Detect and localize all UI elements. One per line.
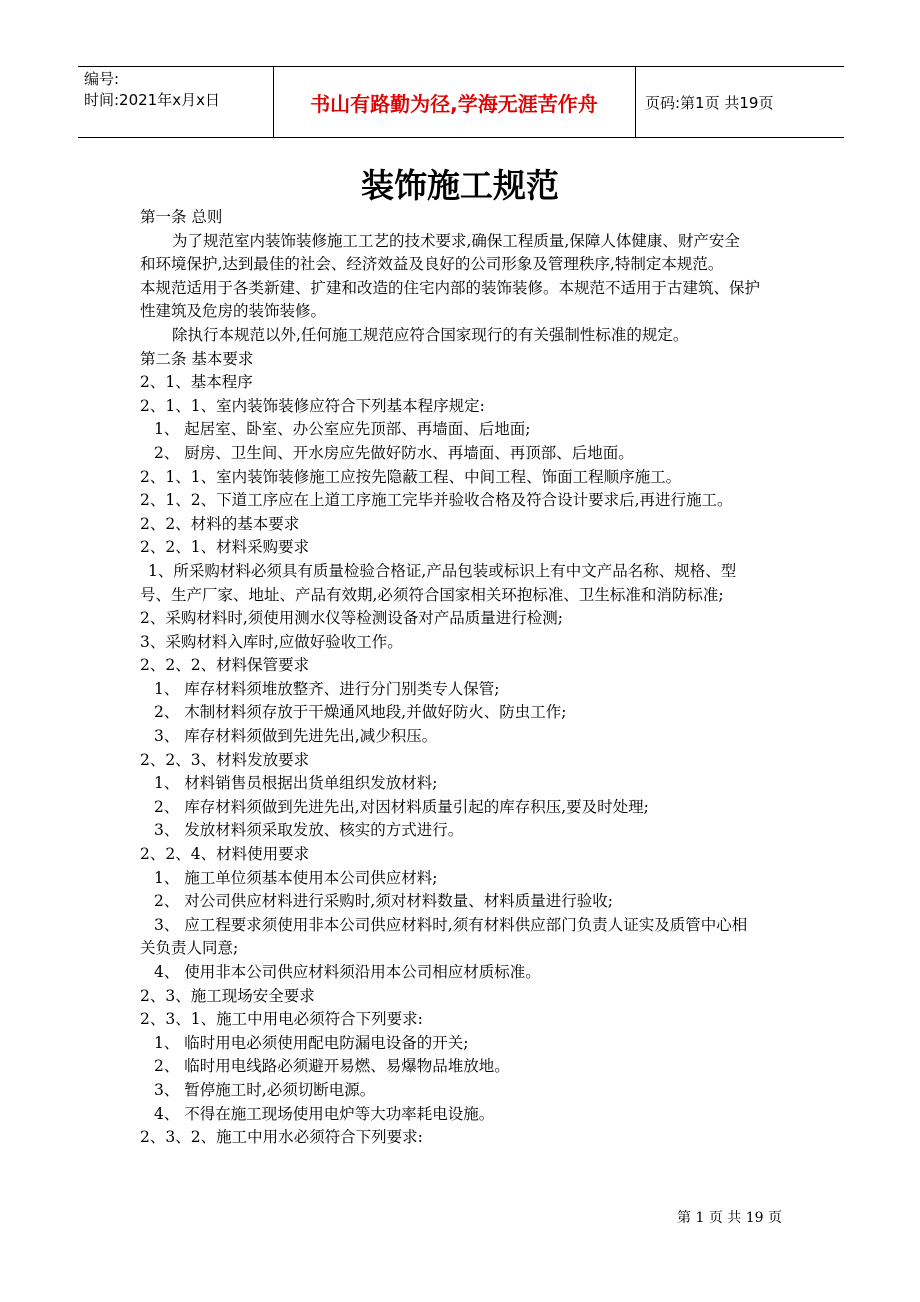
time-label: 时间:2021年x月x日 <box>84 91 220 109</box>
text-line: 1、 起居室、卧室、办公室应先顶部、再墙面、后地面; <box>154 420 531 439</box>
text-line: 2、2、1、材料采购要求 <box>140 538 310 557</box>
text-line: 2、 木制材料须存放于干燥通风地段,并做好防火、防虫工作; <box>154 703 567 722</box>
text-line: 3、 暂停施工时,必须切断电源。 <box>154 1080 376 1099</box>
document-body <box>140 206 790 1150</box>
document-title: 装饰施工规范 <box>361 166 559 205</box>
text-line: 2、 库存材料须做到先进先出,对因材料质量引起的库存积压,要及时处理; <box>154 797 649 816</box>
text-line: 性建筑及危房的装饰装修。 <box>140 302 327 321</box>
text-line: 2、1、1、室内装饰装修施工应按先隐蔽工程、中间工程、饰面工程顺序施工。 <box>140 467 682 486</box>
text-line: 3、 发放材料须采取发放、核实的方式进行。 <box>154 821 464 840</box>
text-line: 1、 施工单位须基本使用本公司供应材料; <box>154 868 438 887</box>
text-line: 本规范适用于各类新建、扩建和改造的住宅内部的装饰装修。本规范不适用于古建筑、保护 <box>140 278 761 297</box>
text-line: 2、3、1、施工中用电必须符合下列要求: <box>140 1010 423 1029</box>
header-table <box>78 66 844 138</box>
text-line: 第一条 总则 <box>140 208 223 226</box>
header-motto: 书山有路勤为径,学海无涯苦作舟 <box>310 91 598 116</box>
page-footer: 第 1 页 共 19 页 <box>677 1210 782 1226</box>
text-line: 3、 库存材料须做到先进先出,减少积压。 <box>154 727 438 746</box>
text-line: 除执行本规范以外,任何施工规范应符合国家现行的有关强制性标准的规定。 <box>172 325 689 344</box>
number-label: 编号: <box>84 70 120 88</box>
text-line: 1、 临时用电必须使用配电防漏电设备的开关; <box>154 1033 469 1052</box>
text-line: 2、1、1、室内装饰装修应符合下列基本程序规定: <box>140 396 485 415</box>
text-line: 1、所采购材料必须具有质量检验合格证,产品包装或标识上有中文产品名称、规格、型 <box>148 561 737 580</box>
text-line: 4、 不得在施工现场使用电炉等大功率耗电设施。 <box>154 1104 495 1123</box>
text-line: 2、2、4、材料使用要求 <box>140 845 310 864</box>
text-line: 和环境保护,达到最佳的社会、经济效益及良好的公司形象及管理秩序,特制定本规范。 <box>140 255 724 274</box>
text-line: 第二条 基本要求 <box>140 349 254 368</box>
text-line: 2、2、材料的基本要求 <box>140 514 300 533</box>
text-line: 为了规范室内装饰装修施工工艺的技术要求,确保工程质量,保障人体健康、财产安全 <box>172 231 740 250</box>
text-line: 3、 应工程要求须使用非本公司供应材料时,须有材料供应部门负责人证实及质管中心相 <box>154 915 748 934</box>
text-line: 2、3、2、施工中用水必须符合下列要求: <box>140 1128 423 1147</box>
text-line: 2、 对公司供应材料进行采购时,须对材料数量、材料质量进行验收; <box>154 892 613 911</box>
text-line: 2、2、3、材料发放要求 <box>140 750 310 769</box>
header-page-info: 页码:第1页 共19页 <box>645 93 774 112</box>
text-line: 1、 库存材料须堆放整齐、进行分门别类专人保管; <box>154 679 500 698</box>
text-line: 1、 材料销售员根据出货单组织发放材料; <box>154 774 438 793</box>
text-line: 2、3、施工现场安全要求 <box>140 986 315 1005</box>
text-line: 2、采购材料时,须使用测水仪等检测设备对产品质量进行检测; <box>140 609 564 628</box>
text-line: 2、 厨房、卫生间、开水房应先做好防水、再墙面、再顶部、后地面。 <box>154 443 634 462</box>
text-line: 号、生产厂家、地址、产品有效期,必须符合国家相关环抱标准、卫生标准和消防标准; <box>140 585 724 604</box>
text-line: 2、1、基本程序 <box>140 373 253 392</box>
header-left-cell <box>84 69 220 111</box>
text-line: 关负责人同意; <box>140 939 239 958</box>
text-line: 4、 使用非本公司供应材料须沿用本公司相应材质标准。 <box>154 963 541 981</box>
text-line: 2、1、2、下道工序应在上道工序施工完毕并验收合格及符合设计要求后,再进行施工。 <box>140 491 733 510</box>
text-line: 2、 临时用电线路必须避开易燃、易爆物品堆放地。 <box>154 1057 510 1076</box>
text-line: 2、2、2、材料保管要求 <box>140 656 310 675</box>
text-line: 3、采购材料入库时,应做好验收工作。 <box>140 632 403 651</box>
